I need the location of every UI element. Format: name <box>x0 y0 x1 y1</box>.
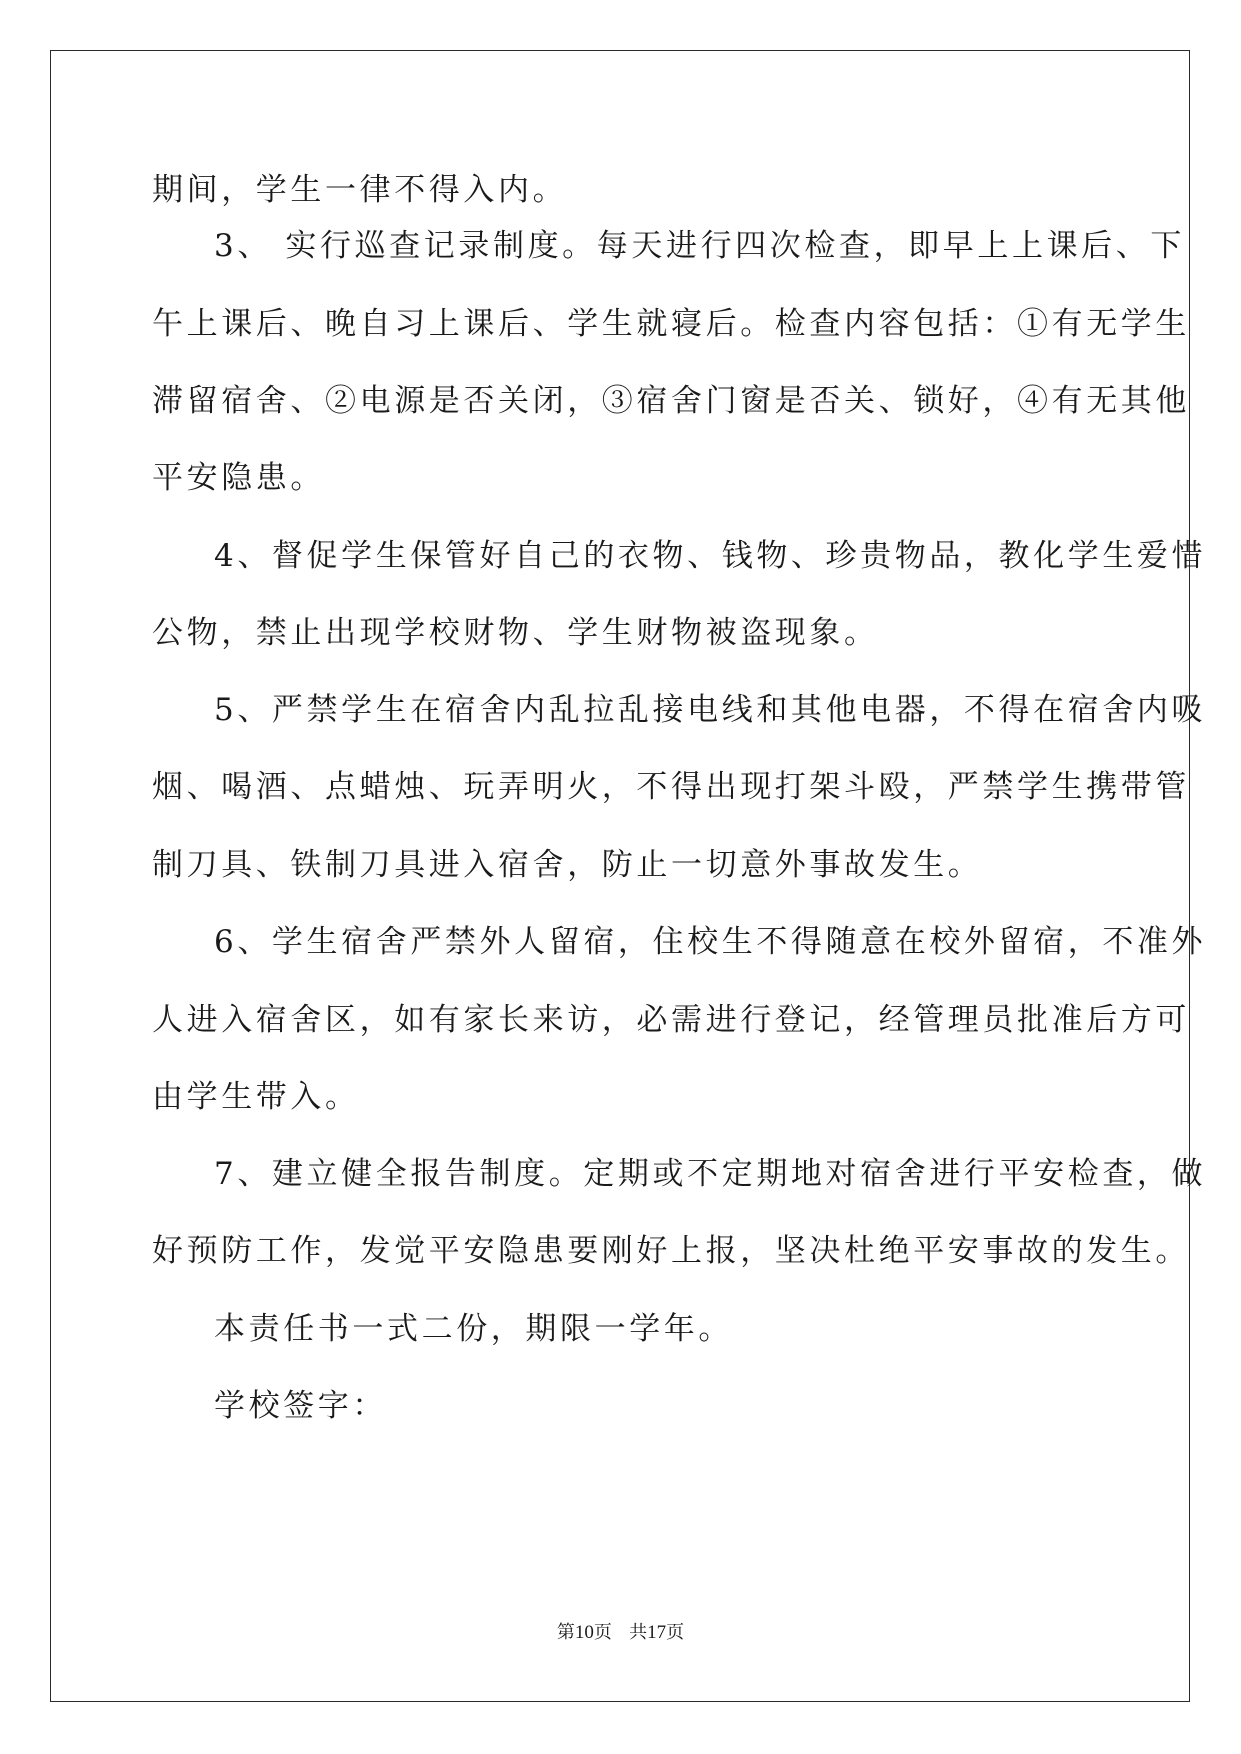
current-page-number: 10 <box>574 1622 594 1643</box>
text-line: 平安隐患。 <box>152 460 325 496</box>
text-line: 3、 实行巡查记录制度。每天进行四次检查，即早上上课后、下 <box>214 228 1185 264</box>
page-number-footer <box>0 1621 1241 1645</box>
footer-middle: 页 共 <box>593 1622 648 1643</box>
text-line: 烟、喝酒、点蜡烛、玩弄明火，不得出现打架斗殴，严禁学生携带管 <box>152 769 1190 805</box>
text-line: 期间，学生一律不得入内。 <box>152 172 568 208</box>
text-line: 好预防工作，发觉平安隐患要刚好上报，坚决杜绝平安事故的发生。 <box>152 1233 1190 1269</box>
text-line: 人进入宿舍区，如有家长来访，必需进行登记，经管理员批准后方可 <box>152 1002 1190 1038</box>
text-line: 由学生带入。 <box>152 1079 360 1115</box>
signature-label: 学校签字： <box>214 1388 387 1424</box>
text-line: 午上课后、晚自习上课后、学生就寝后。检查内容包括：①有无学生 <box>152 306 1190 342</box>
total-page-count: 17 <box>647 1622 667 1643</box>
footer-suffix: 页 <box>666 1622 685 1643</box>
footer-prefix: 第 <box>556 1622 575 1643</box>
text-line: 5、严禁学生在宿舍内乱拉乱接电线和其他电器，不得在宿舍内吸 <box>214 692 1207 728</box>
text-line: 公物，禁止出现学校财物、学生财物被盗现象。 <box>152 615 879 651</box>
text-line: 6、学生宿舍严禁外人留宿，住校生不得随意在校外留宿，不准外 <box>214 924 1207 960</box>
text-line: 制刀具、铁制刀具进入宿舍，防止一切意外事故发生。 <box>152 847 983 883</box>
text-line: 滞留宿舍、②电源是否关闭，③宿舍门窗是否关、锁好，④有无其他 <box>152 383 1190 419</box>
text-line: 本责任书一式二份，期限一学年。 <box>214 1311 733 1347</box>
text-line: 4、督促学生保管好自己的衣物、钱物、珍贵物品，教化学生爱惜 <box>214 538 1207 574</box>
text-line: 7、建立健全报告制度。定期或不定期地对宿舍进行平安检查，做 <box>214 1156 1207 1192</box>
